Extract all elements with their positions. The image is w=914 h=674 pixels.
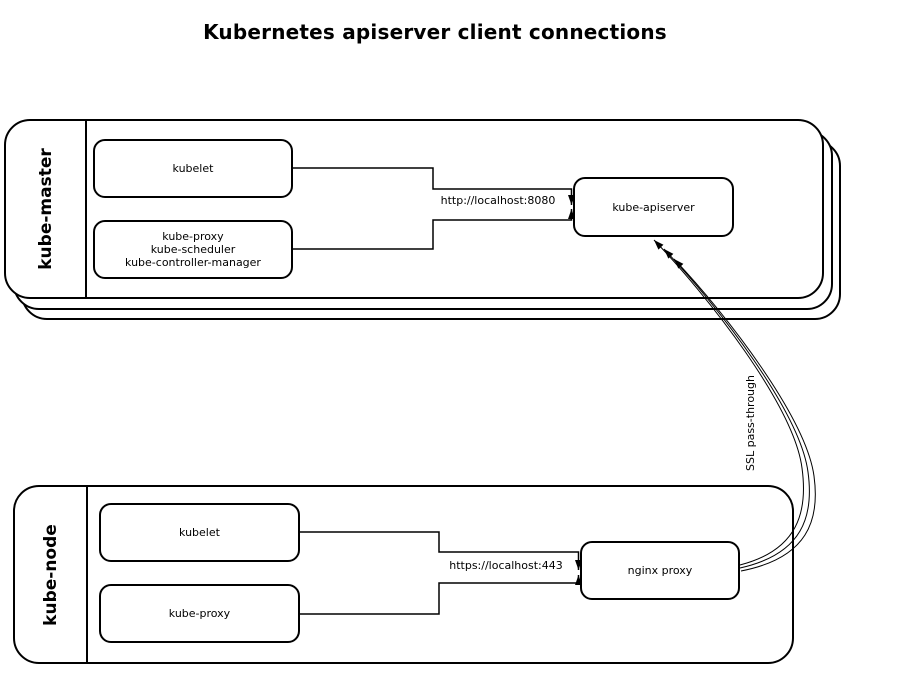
node-kube-proxy-label: kube-proxy	[168, 607, 231, 620]
node-kube-apiserver-label: kube-apiserver	[612, 200, 695, 214]
node-kubelet-master-label: kubelet	[172, 162, 214, 175]
kube-master-label-area	[6, 121, 87, 297]
control-plane-line-1: kube-proxy	[162, 230, 224, 243]
node-kube-proxy	[99, 584, 300, 643]
edge-label-https-localhost-443: https://localhost:443	[449, 559, 563, 572]
node-kubelet-node	[99, 503, 300, 562]
node-kubelet-node-label: kubelet	[179, 526, 220, 539]
edge-label-http-localhost-8080: http://localhost:8080	[440, 194, 556, 207]
kube-master-label: kube-master	[35, 148, 56, 270]
control-plane-line-2: kube-scheduler	[150, 243, 236, 256]
node-control-plane	[93, 220, 293, 279]
kube-node-label-area	[15, 487, 88, 662]
edge-label-ssl-pass-through: SSL pass-through	[744, 375, 757, 471]
node-kubelet-master	[93, 139, 293, 198]
kube-node-label: kube-node	[40, 523, 61, 626]
diagram-title: Kubernetes apiserver client connections	[203, 20, 667, 44]
control-plane-line-3: kube-controller-manager	[125, 256, 261, 269]
node-nginx-proxy-label: nginx proxy	[627, 564, 693, 577]
